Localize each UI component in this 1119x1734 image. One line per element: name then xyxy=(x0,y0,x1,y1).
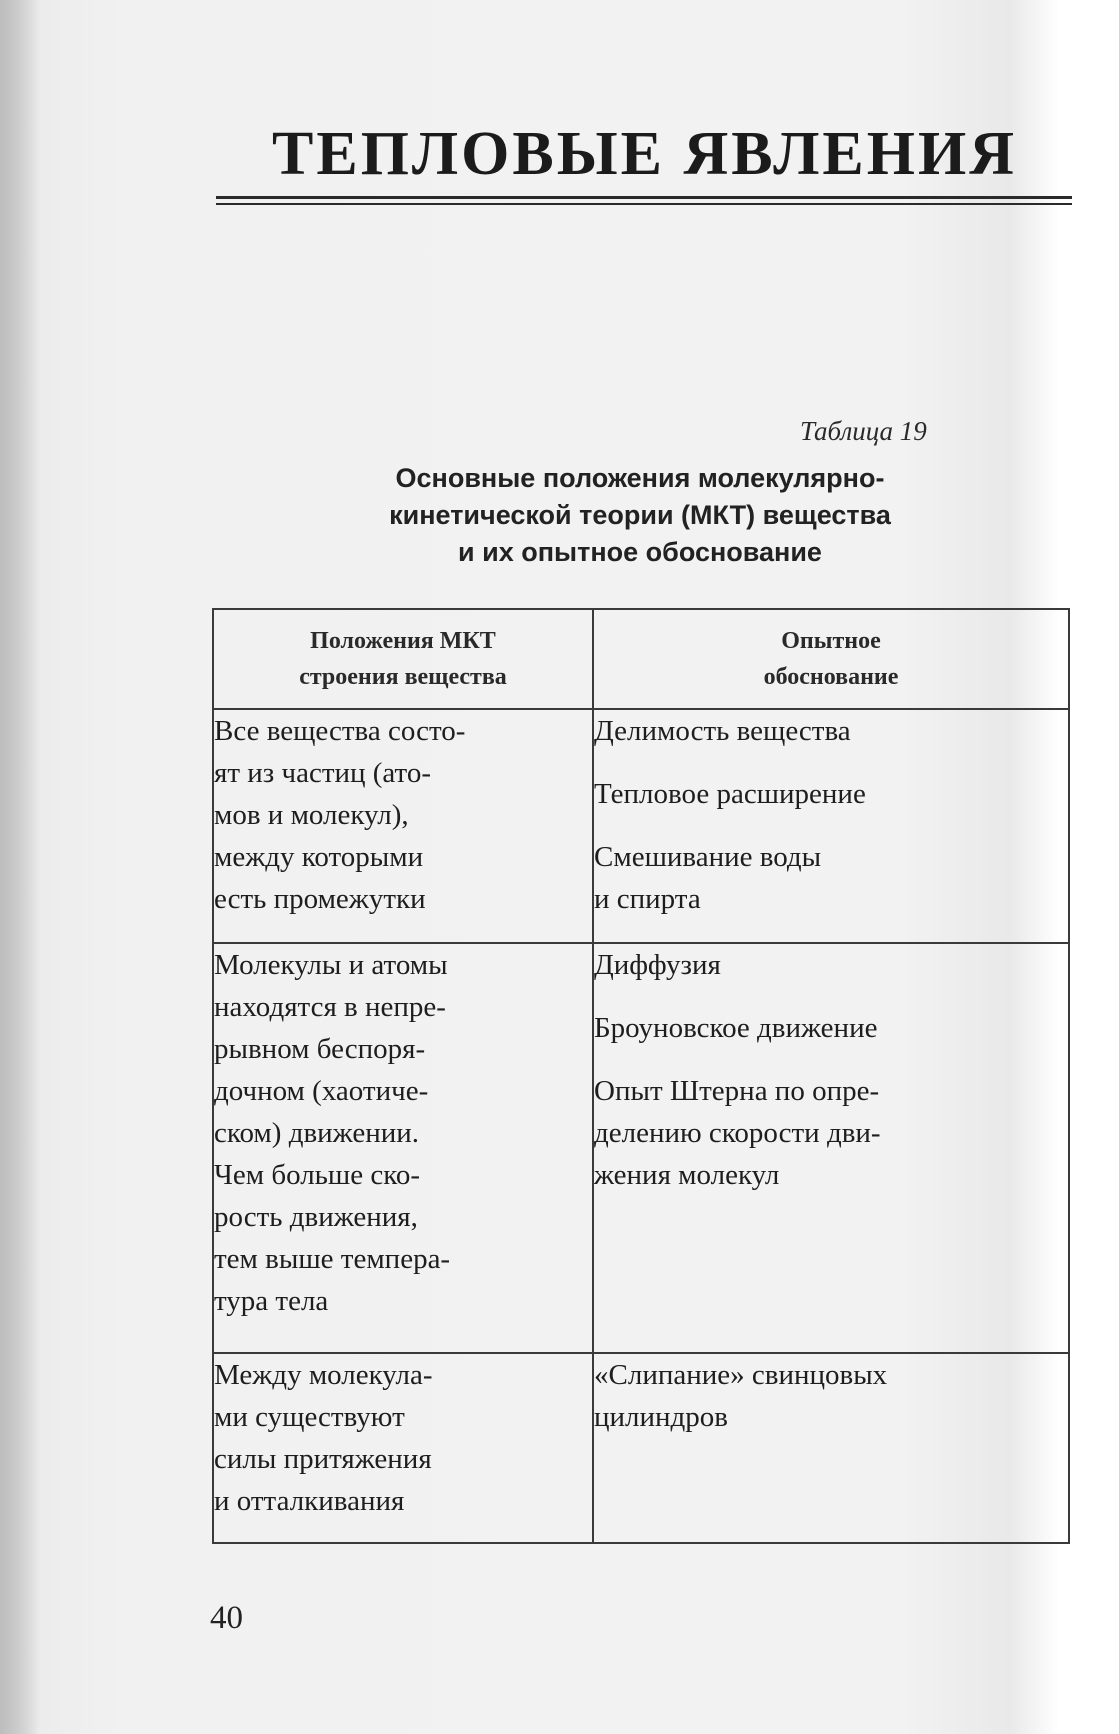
position-cell xyxy=(213,1353,593,1543)
position-line: Чем больше ско- xyxy=(214,1159,420,1191)
position-line: находятся в непре- xyxy=(214,991,446,1023)
position-line: между которыми xyxy=(214,841,424,873)
evidence-line: Опыт Штерна по опре- xyxy=(594,1075,880,1107)
header-evidence xyxy=(593,609,1069,709)
position-line: Молекулы и атомы xyxy=(214,949,448,981)
header-line: обоснование xyxy=(763,664,899,690)
position-line: силы притяжения xyxy=(214,1443,432,1475)
evidence-cell xyxy=(593,943,1069,1353)
position-cell xyxy=(213,943,593,1353)
chapter-title: ТЕПЛОВЫЕ ЯВЛЕНИЯ xyxy=(272,120,1017,188)
header-line: Опытное xyxy=(781,628,881,654)
table-title-line: и их опытное обоснование xyxy=(458,537,822,567)
position-line: ят из частиц (ато- xyxy=(214,757,432,789)
title-rule-thick xyxy=(216,196,1072,199)
evidence-line: Диффузия xyxy=(594,949,721,981)
position-line: и отталкивания xyxy=(214,1485,405,1517)
position-line: рывном беспоря- xyxy=(214,1033,426,1065)
evidence-line: Броуновское движение xyxy=(594,1012,878,1044)
header-line: Положения МКТ xyxy=(310,628,496,654)
evidence-item xyxy=(594,1354,1068,1438)
evidence-line: цилиндров xyxy=(594,1401,728,1433)
position-line: тура тела xyxy=(214,1285,329,1317)
evidence-line: делению скорости дви- xyxy=(594,1117,881,1149)
position-line: мов и молекул), xyxy=(214,799,409,831)
evidence-cell xyxy=(593,709,1069,943)
evidence-line: Смешивание воды xyxy=(594,841,822,873)
evidence-line: Делимость вещества xyxy=(594,715,851,747)
evidence-item xyxy=(594,710,1068,752)
evidence-line: и спирта xyxy=(594,883,701,915)
table-title-line: Основные положения молекулярно- xyxy=(395,463,885,493)
page-number: 40 xyxy=(210,1600,243,1636)
table-title-line: кинетической теории (МКТ) вещества xyxy=(389,500,891,530)
evidence-line: Тепловое расширение xyxy=(594,778,866,810)
header-positions xyxy=(213,609,593,709)
position-line: тем выше темпера- xyxy=(214,1243,451,1275)
table-row xyxy=(213,1353,1069,1543)
evidence-item xyxy=(594,944,1068,986)
position-line: есть промежутки xyxy=(214,883,426,915)
page-right-margin xyxy=(1062,0,1119,1734)
evidence-line: жения молекул xyxy=(594,1159,780,1191)
position-cell xyxy=(213,709,593,943)
evidence-item xyxy=(594,836,1068,920)
evidence-item xyxy=(594,773,1068,815)
position-line: Между молекула- xyxy=(214,1359,433,1391)
table-header-row xyxy=(213,609,1069,709)
table-number-label: Таблица 19 xyxy=(800,416,927,446)
evidence-cell xyxy=(593,1353,1069,1543)
header-line: строения вещества xyxy=(299,664,507,690)
table-title xyxy=(240,460,1040,571)
table-row xyxy=(213,943,1069,1353)
position-line: ском) движении. xyxy=(214,1117,419,1149)
evidence-item xyxy=(594,1070,1068,1196)
position-line: Все вещества состо- xyxy=(214,715,466,747)
table-row xyxy=(213,709,1069,943)
position-line: дочном (хаотиче- xyxy=(214,1075,429,1107)
position-line: рость движения, xyxy=(214,1201,418,1233)
evidence-line: «Слипание» свинцовых xyxy=(594,1359,888,1391)
page-gutter-shadow xyxy=(0,0,40,1734)
evidence-item xyxy=(594,1007,1068,1049)
mkt-table xyxy=(212,608,1070,1544)
title-rule-thin xyxy=(216,203,1072,205)
position-line: ми существуют xyxy=(214,1401,405,1433)
